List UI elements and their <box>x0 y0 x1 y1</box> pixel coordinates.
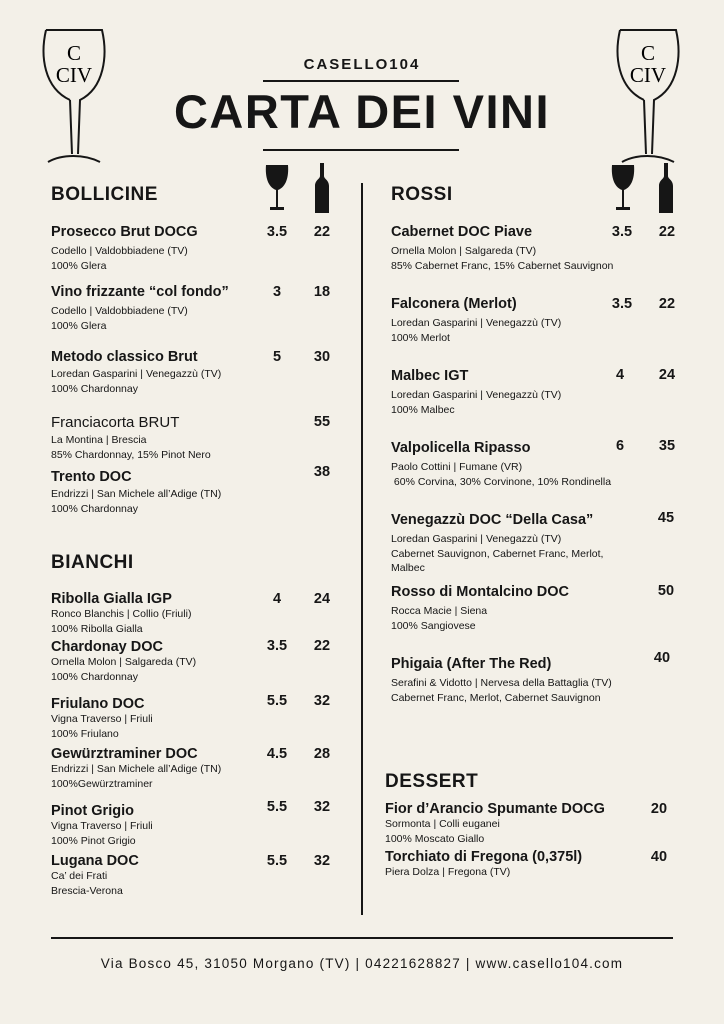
wine-grapes: 100% Chardonnay <box>51 502 138 515</box>
wine-entry <box>51 349 221 396</box>
wine-grapes: 100% Ribolla Gialla <box>51 622 143 635</box>
wine-name: Phigaia (After The Red) <box>391 656 552 672</box>
wine-grapes: Malbec <box>391 562 425 574</box>
footer-rule <box>51 937 673 939</box>
wine-grapes: Cabernet Sauvignon, Cabernet Franc, Merlot, <box>391 547 604 560</box>
bottle-price: 20 <box>650 801 668 817</box>
wine-grapes: 100% Merlot <box>391 331 450 344</box>
wine-producer: Loredan Gasparini | Venegazzù (TV) <box>391 317 562 329</box>
wine-entry <box>385 849 582 880</box>
wine-entry <box>51 853 139 898</box>
wine-producer: Ronco Blanchis | Collio (Friuli) <box>51 608 192 620</box>
wine-producer: Vigna Traverso | Friuli <box>51 713 153 725</box>
wine-grapes: 100% Chardonnay <box>51 382 138 395</box>
wine-grapes: 100% Moscato Giallo <box>385 832 485 845</box>
wine-name: Ribolla Gialla IGP <box>51 591 172 607</box>
wine-grapes: 60% Corvina, 30% Corvinone, 10% Rondinella <box>391 475 612 488</box>
glass-price: 3 <box>272 284 282 300</box>
wine-entry <box>51 639 196 684</box>
wine-grapes: 100% Chardonnay <box>51 670 138 683</box>
wine-entry <box>391 584 569 633</box>
wine-producer: Endrizzi | San Michele all’Adige (TN) <box>51 488 222 500</box>
wine-producer: Vigna Traverso | Friuli <box>51 820 153 832</box>
bottle-price: 22 <box>313 638 331 654</box>
wine-entry <box>391 440 611 489</box>
title-rule-bottom <box>263 149 459 151</box>
bottle-price: 22 <box>313 224 331 240</box>
glass-price: 3.5 <box>266 638 288 654</box>
wine-entry <box>51 591 191 636</box>
wine-producer: Ornella Molon | Salgareda (TV) <box>391 245 537 257</box>
wine-producer: Ornella Molon | Salgareda (TV) <box>51 656 197 668</box>
wine-name: Friulano DOC <box>51 696 145 712</box>
wine-name: Chardonay DOC <box>51 639 163 655</box>
bottle-price: 30 <box>313 349 331 365</box>
column-divider <box>361 183 363 915</box>
wine-glass-icon <box>610 163 636 213</box>
wine-entry <box>391 656 612 705</box>
wine-entry <box>391 224 613 273</box>
wine-grapes: 100% Sangiovese <box>391 619 476 632</box>
bottle-price: 24 <box>313 591 331 607</box>
section-title-bianchi: BIANCHI <box>51 552 134 573</box>
title-rule-top <box>263 80 459 82</box>
wine-glass-icon <box>264 163 290 213</box>
wine-name: Pinot Grigio <box>51 803 134 819</box>
logo-letter-c: C <box>66 41 82 65</box>
bottle-price: 35 <box>658 438 676 454</box>
wine-name: Venegazzù DOC “Della Casa” <box>391 512 594 528</box>
wine-entry <box>391 512 603 576</box>
wine-grapes: 100%Gewürztraminer <box>51 777 153 790</box>
glass-price: 4 <box>272 591 282 607</box>
wine-entry <box>51 414 211 462</box>
wine-name: Cabernet DOC Piave <box>391 224 533 240</box>
glass-price: 3.5 <box>266 224 288 240</box>
bottle-price: 22 <box>658 296 676 312</box>
wine-bottle-icon <box>657 162 675 214</box>
glass-price: 5.5 <box>266 853 288 869</box>
glass-price: 4.5 <box>266 746 288 762</box>
wine-name: Valpolicella Ripasso <box>391 440 531 456</box>
bottle-price: 32 <box>313 693 331 709</box>
glass-price: 6 <box>615 438 625 454</box>
wine-producer: Serafini & Vidotto | Nervesa della Battaglia (TV) <box>391 677 612 689</box>
glass-price: 5.5 <box>266 799 288 815</box>
glass-price: 3.5 <box>611 224 633 240</box>
bottle-price: 40 <box>653 650 671 666</box>
wine-entry <box>391 368 561 417</box>
bottle-price: 28 <box>313 746 331 762</box>
wine-grapes: 100% Glera <box>51 319 107 332</box>
wine-grapes: 100% Glera <box>51 259 107 272</box>
bottle-price: 38 <box>313 464 331 480</box>
wine-name: Gewürztraminer DOC <box>51 746 198 762</box>
brand-name: CASELLO104 <box>303 56 421 73</box>
wine-grapes: 100% Friulano <box>51 727 119 740</box>
wine-name: Torchiato di Fregona (0,375l) <box>385 849 583 865</box>
wine-grapes: 85% Chardonnay, 15% Pinot Nero <box>51 448 211 461</box>
wine-entry <box>51 224 198 273</box>
wine-name: Metodo classico Brut <box>51 349 198 365</box>
section-title-dessert: DESSERT <box>385 771 479 792</box>
wine-name: Lugana DOC <box>51 853 139 869</box>
wine-grapes: Cabernet Franc, Merlot, Cabernet Sauvignon <box>391 691 601 704</box>
bottle-price: 45 <box>657 510 675 526</box>
bottle-price: 40 <box>650 849 668 865</box>
wine-name: Vino frizzante “col fondo” <box>51 284 229 300</box>
wine-name: Fior d’Arancio Spumante DOCG <box>385 801 605 817</box>
bottle-price: 18 <box>313 284 331 300</box>
logo-letters-civ: CIV <box>629 63 667 87</box>
wine-entry <box>51 803 153 848</box>
glass-price: 4 <box>615 367 625 383</box>
wine-name: Franciacorta BRUT <box>51 414 180 431</box>
wine-producer: Codello | Valdobbiadene (TV) <box>51 305 188 317</box>
wine-producer: Loredan Gasparini | Venegazzù (TV) <box>51 368 222 380</box>
wine-producer: Rocca Macie | Siena <box>391 605 488 617</box>
wine-entry <box>51 284 229 333</box>
wine-name: Malbec IGT <box>391 368 469 384</box>
wine-producer: Piera Dolza | Fregona (TV) <box>385 866 511 878</box>
wine-bottle-icon <box>313 162 331 214</box>
wine-entry <box>51 696 153 741</box>
wine-name: Prosecco Brut DOCG <box>51 224 198 240</box>
wine-producer: Ca’ dei Frati <box>51 870 108 882</box>
wine-producer: Sormonta | Colli euganei <box>385 818 500 830</box>
wine-entry <box>51 746 221 791</box>
glass-price: 5 <box>272 349 282 365</box>
wine-name: Rosso di Montalcino DOC <box>391 584 570 600</box>
logo-letter-c: C <box>640 41 656 65</box>
wine-producer: Loredan Gasparini | Venegazzù (TV) <box>391 389 562 401</box>
glass-price: 5.5 <box>266 693 288 709</box>
bottle-price: 32 <box>313 799 331 815</box>
page-title: CARTA DEI VINI <box>173 85 551 138</box>
bottle-price: 50 <box>657 583 675 599</box>
wine-producer: Codello | Valdobbiadene (TV) <box>51 245 188 257</box>
bottle-price: 22 <box>658 224 676 240</box>
wine-entry <box>391 296 561 345</box>
wine-grapes: 85% Cabernet Franc, 15% Cabernet Sauvignon <box>391 259 614 272</box>
wine-grapes: 100% Pinot Grigio <box>51 834 136 847</box>
wine-name: Falconera (Merlot) <box>391 296 517 312</box>
footer-contact: Via Bosco 45, 31050 Morgano (TV) | 04221628827 | www.casello104.com <box>100 956 624 971</box>
glass-price: 3.5 <box>611 296 633 312</box>
wine-entry <box>385 801 605 846</box>
logo-letters-civ: CIV <box>55 63 93 87</box>
wine-producer: Paolo Cottini | Fumane (VR) <box>391 461 523 473</box>
wine-producer: Endrizzi | San Michele all’Adige (TN) <box>51 763 222 775</box>
bottle-price: 55 <box>313 414 331 430</box>
wine-name: Trento DOC <box>51 469 132 485</box>
bottle-price: 24 <box>658 367 676 383</box>
wine-producer: Loredan Gasparini | Venegazzù (TV) <box>391 533 562 545</box>
wine-entry <box>51 469 221 516</box>
section-title-bollicine: BOLLICINE <box>51 184 158 205</box>
wine-grapes: Brescia-Verona <box>51 884 123 897</box>
section-title-rossi: ROSSI <box>391 184 453 205</box>
wine-grapes: 100% Malbec <box>391 403 455 416</box>
wine-producer: La Montina | Brescia <box>51 434 147 446</box>
bottle-price: 32 <box>313 853 331 869</box>
